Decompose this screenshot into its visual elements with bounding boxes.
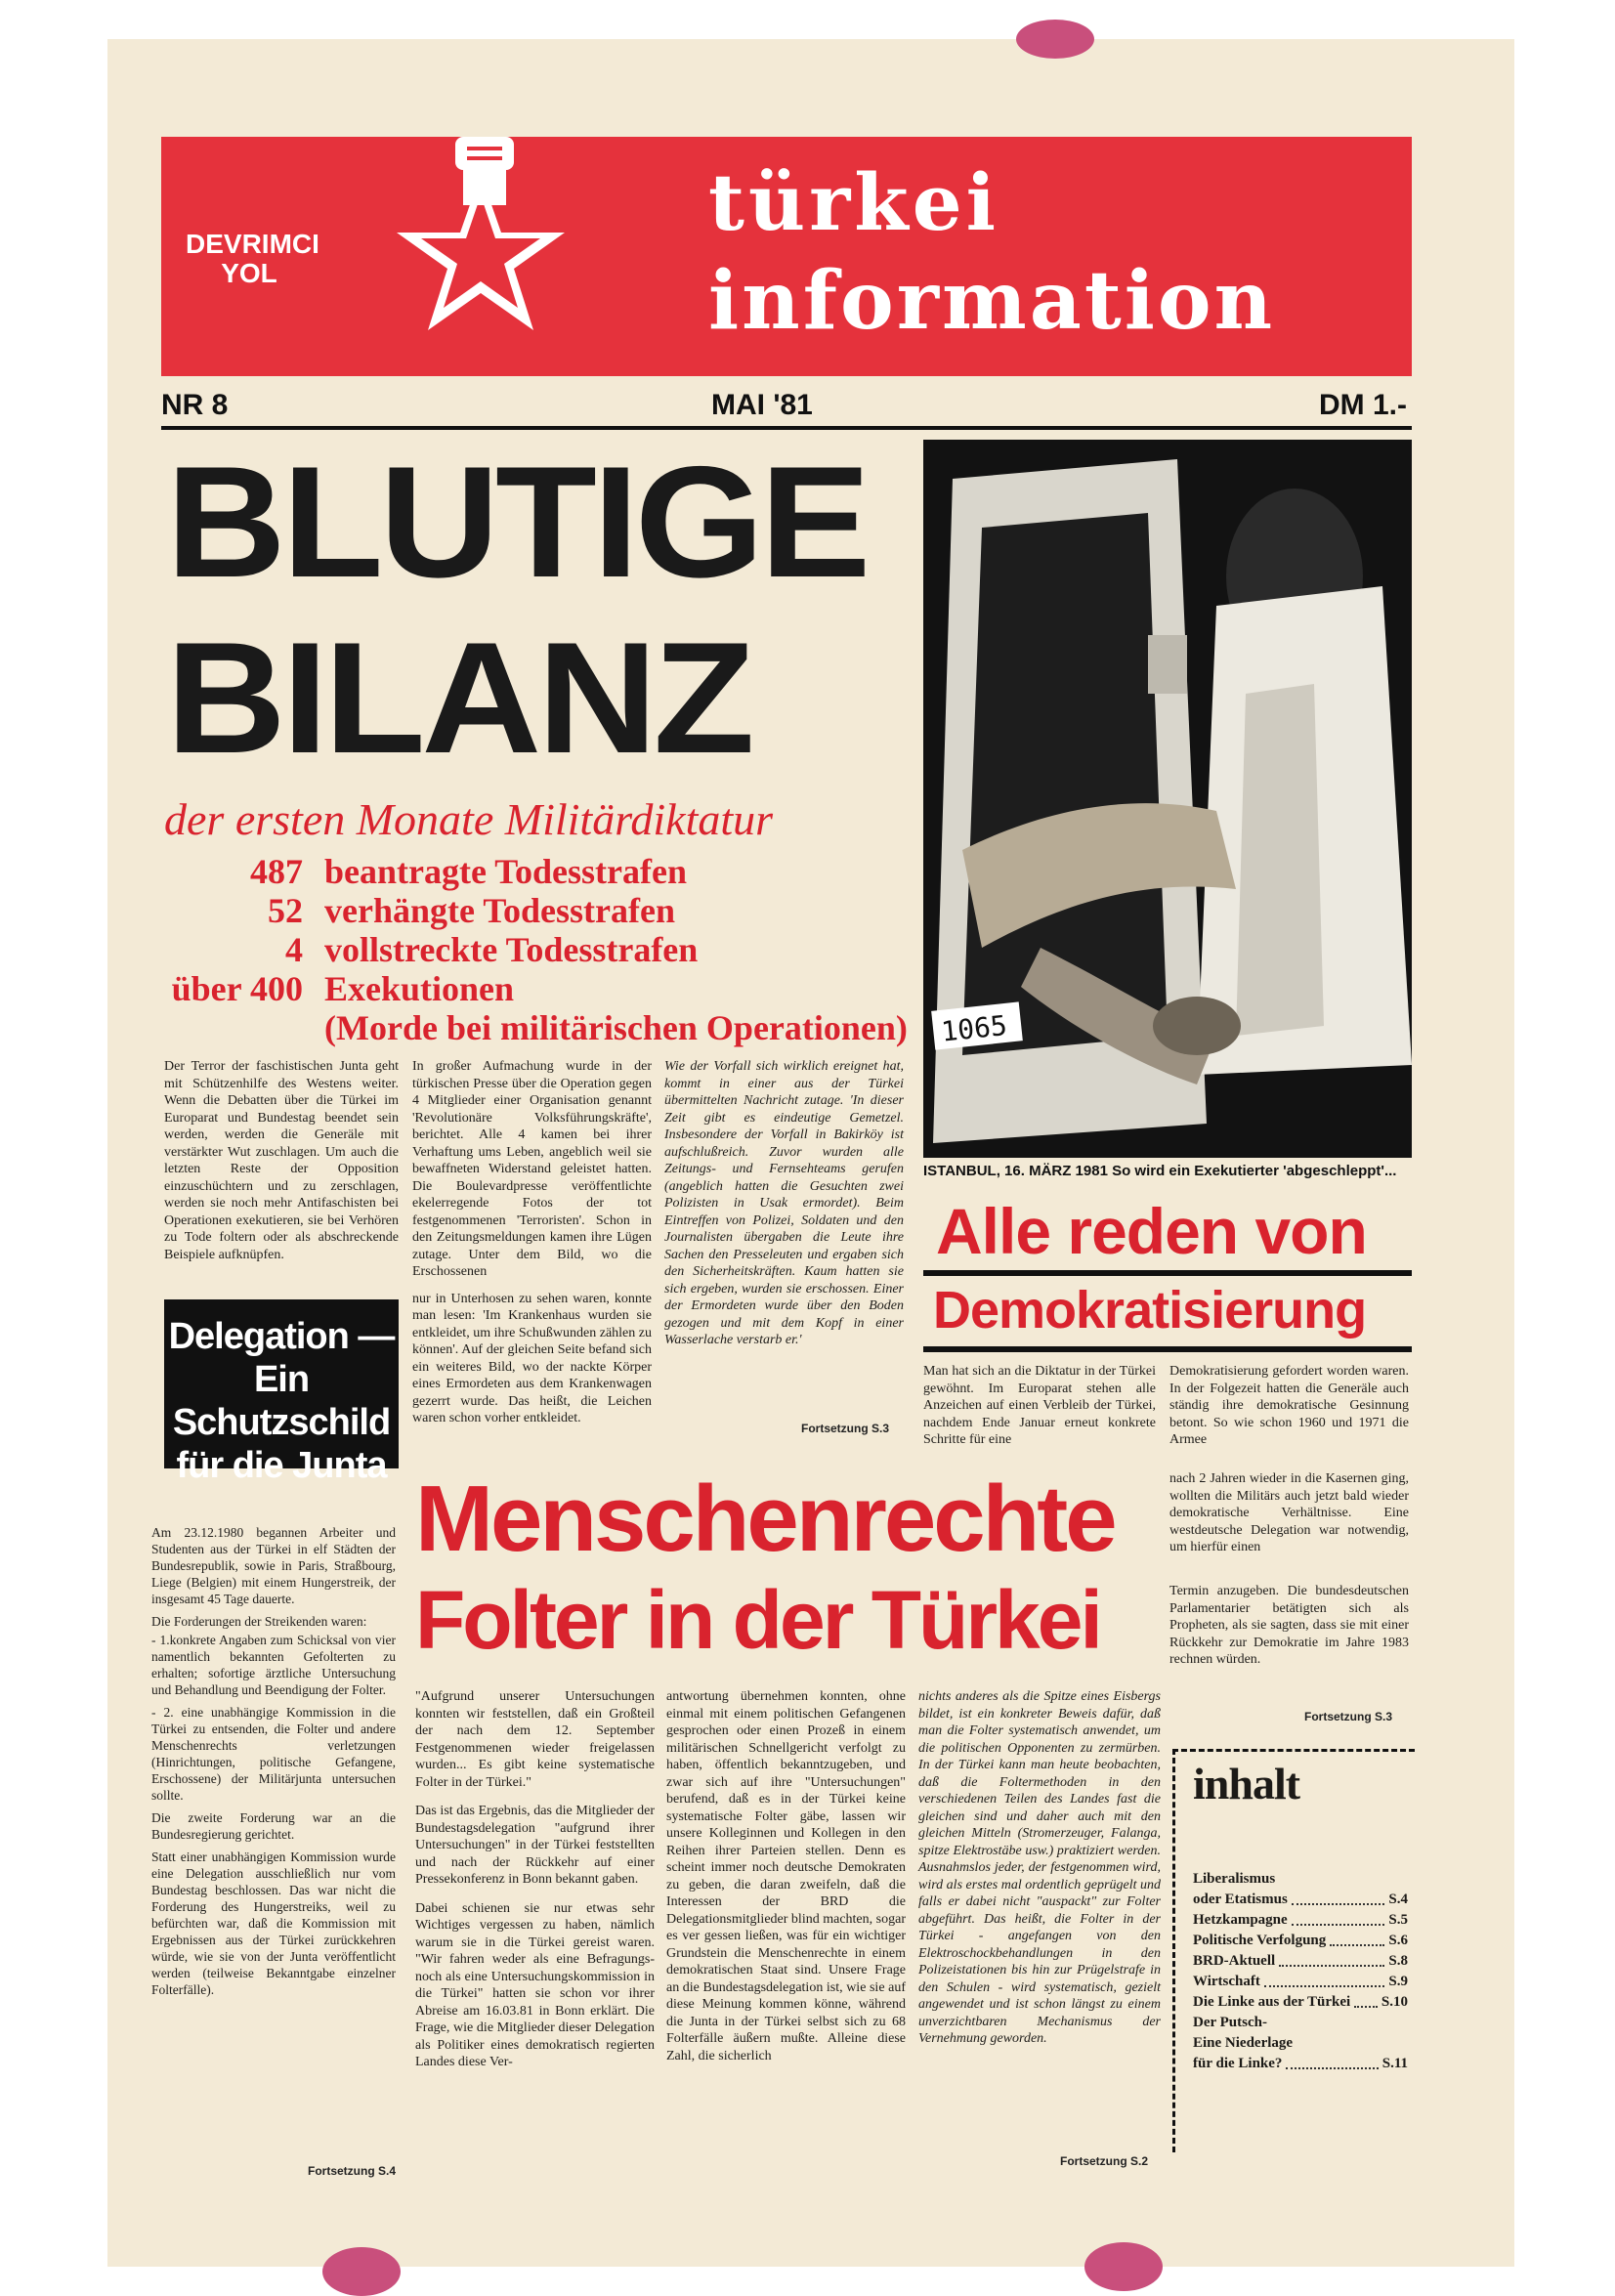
logo-text-line2: YOL: [221, 258, 277, 288]
toc-dots: [1292, 1910, 1385, 1926]
toc-item[interactable]: [1193, 1972, 1408, 1992]
lead-subheadline: der ersten Monate Militärdiktatur: [164, 794, 774, 844]
photo-caption: ISTANBUL, 16. MÄRZ 1981 So wird ein Exekutierter 'abgeschleppt'...: [923, 1163, 1397, 1179]
human-rights-continued: Fortsetzung S.2: [1060, 2154, 1149, 2168]
toc-item[interactable]: [1193, 1890, 1408, 1910]
delegation-box: [164, 1299, 399, 1486]
toc-item[interactable]: [1193, 1869, 1408, 1890]
democracy-rule-1: [923, 1270, 1412, 1276]
toc-dots: [1330, 1931, 1384, 1946]
stat-label: verhängte Todesstrafen: [324, 891, 675, 930]
delegation-continued: Fortsetzung S.4: [308, 2164, 397, 2178]
human-rights-col1b-text: Das ist das Ergebnis, das die Mitglieder der Bundestagsdelegation "aufgrund ihrer Untersuchungen" in der Türkei feststellten und nach der Rückkehr auf einer Pressekonferenz in Bonn bekannt gaben.: [415, 1804, 655, 1887]
photo-plate-text: 1065: [939, 1008, 1009, 1048]
delegation-p2: Die Forderungen der Streikenden waren:: [151, 1614, 367, 1629]
lead-col2b-text: nur in Unterhosen zu sehen waren, konnte man lesen: 'Im Krankenhaus wurden sie entkleidet, um ihre Schußwunden zählen zu können'. Auf der gleichen Seite befand sich ein weiteres Bild, wo der nackte Körper eines Ermordeten aus dem Krankenwagen gezerrt wurde. Das heißt, die Leichen waren schon vorher entkleidet.: [412, 1291, 652, 1425]
logo-text: [186, 229, 319, 288]
human-rights-headline-line2: Folter in der Türkei: [415, 1574, 1100, 1666]
lead-col3-text: Wie der Vorfall sich wirklich ereignet hat, kommt in einer aus der Türkei übermittelten Nachricht zutage. 'In dieser Zeit gibt es eindeutige Gemetzel. Insbesondere der Vorfall in Bakirköy ist aufschlußreich. Zuvor wurden alle Zeitungs- und Fernsehteams gerufen (angeblich hatten die Gesuchten zwei Polizisten in Usak ermordet). Beim Eintreffen von Polizei, Soldaten und den Journalisten übergaben die Leute ihre Sachen den Presseleuten und ergaben sich den Sicherheitskräften. Kaum hatten sie sich ergeben, wurden sie erschossen. Einer der Ermordeten wurde über den Boden gezogen und mit dem Kopf in einer Wasserlache verstarb er.': [664, 1059, 904, 1347]
masthead-title-line2: information: [708, 254, 1276, 348]
toc-item[interactable]: [1193, 1931, 1408, 1951]
stat-label: vollstreckte Todesstrafen: [324, 930, 699, 969]
toc-box: [1172, 1749, 1415, 2152]
toc-item-label: Eine Niederlage: [1193, 2035, 1294, 2051]
delegation-p1: Am 23.12.1980 begannen Arbeiter und Studenten aus der Türkei in elf Städten der Bundesrepublik, sowie in Paris, Straßbourg, Liege (Belgien) mit einem Hungerstreik, der insgesamt 45 Tage dauerte.: [151, 1525, 396, 1606]
toc-dots: [1286, 2054, 1378, 2069]
human-rights-col3-text: nichts anderes als die Spitze eines Eisbergs bildet, ist ein konkreter Beweis dafür, daß man die Folter systematisch anwendet, um die politischen Opponenten zu zermürben. In der Türkei kann man heute beobachten, daß die Foltermethoden in den verschiedenen Teilen des Landes fast die gleichen sind und daher auch mit den gleichen Mitteln (Stromerzeuger, Falanga, spitze Elektrostäbe usw.) praktiziert werden. Ausnahmslos jeder, der festgenommen wird, wird als erstes mal ordentlich geprügelt und falls er dabei nicht "auspackt" zur Folter abgeführt. Das heißt, die Folter in der Türkei - angefangen von den Elektroschockbehandlungen in den Polizeistationen bis hin zur Prügelstrafe in den Schulen - wird systematisch, gezielt angewendet und ist schon längst zu einem unverzichtbaren Mechanismus der Vernehmung geworden.: [918, 1689, 1161, 2046]
stat-number: 52: [268, 891, 303, 930]
democracy-col2a-text: Demokratisierung gefordert worden waren. In der Folgezeit hatten die Generäle auch ständig ihre demokratische Gesinnung betont. So wie schon 1960 und 1971 die Armee: [1169, 1364, 1409, 1447]
issue-price: DM 1.-: [1319, 389, 1407, 421]
toc-item[interactable]: [1193, 1910, 1408, 1931]
lead-col2a-text: In großer Aufmachung wurde in der türkischen Presse über die Operation gegen 4 Mitglieder einer Organisation genannt 'Revolutionäre Volksführungskräfte', berichtet. Alle 4 kamen bei ihrer Verhaftung ums Leben, angeblich weil sie bewaffneten Widerstand geleistet hatten. Die Boulevardpresse veröffentlichte ekelerregende Fotos der tot festgenommenen 'Terroristen'. Schon in den Zeitungsmeldungen kamen ihre Lügen zutage. Unter dem Bild, wo die Erschossenen: [412, 1059, 652, 1279]
toc-dots: [1354, 1992, 1378, 2008]
stat-row: [156, 852, 909, 891]
democracy-col1-text: Man hat sich an die Diktatur in der Türkei gewöhnt. Im Europarat stehen alle Anzeichen auf einen Verbleib der Türkei, nachdem Ende Januar erneut konkrete Schritte für eine: [923, 1364, 1156, 1447]
finger-bottom-right: [1084, 2242, 1163, 2291]
democracy-headline-line2: Demokratisierung: [933, 1281, 1367, 1339]
issue-number: NR 8: [161, 389, 229, 421]
toc-title: inhalt: [1193, 1759, 1300, 1808]
lead-headline-line2: BILANZ: [166, 610, 751, 787]
human-rights-column-3: [918, 1688, 1161, 2054]
democracy-column-1: [923, 1363, 1156, 1455]
toc-item[interactable]: [1193, 1951, 1408, 1972]
toc-item-label: BRD-Aktuell: [1193, 1953, 1276, 1969]
stat-number: 487: [250, 852, 303, 891]
human-rights-headline-line1: Menschenrechte: [415, 1467, 1115, 1571]
stat-row: [156, 891, 909, 930]
stat-label: beantragte Todesstrafen: [324, 852, 687, 891]
toc-item-label: Der Putsch-: [1193, 2015, 1267, 2030]
democracy-headline-line1: Alle reden von: [936, 1195, 1367, 1267]
lead-continued: Fortsetzung S.3: [801, 1422, 890, 1435]
delegation-p3: - 1.konkrete Angaben zum Schicksal von vier namentlich bekannten Gefolterten zu erhalten; sofortige ärztliche Untersuchung und Behandlung und Beendigung der Folter.: [151, 1633, 396, 1697]
democracy-rule-2: [923, 1346, 1412, 1352]
issue-date: MAI '81: [711, 389, 813, 421]
lead-headline-line1: BLUTIGE: [166, 434, 868, 611]
toc-item-page: S.5: [1388, 1912, 1408, 1928]
lead-photo: [923, 440, 1412, 1158]
finger-bottom-left: [322, 2247, 401, 2296]
lead-col1-text: Der Terror der faschistischen Junta geht mit Schützenhilfe des Westens weiter. Wenn die Debatten über die Türkei im Europarat und Bundestag beendet sein werden, werden die Generäle mit verstärkter Wut zuschlagen. Um auch die letzten Reste der Opposition einzuschüchtern und zu zerschlagen, werden sie noch mehr Antifaschisten bei Operationen exekutieren, sie bei Verhören zu Tode foltern oder als abschreckende Beispiele aufknüpfen.: [164, 1059, 399, 1262]
finger-top: [1016, 20, 1094, 59]
toc-item-page: S.8: [1388, 1953, 1408, 1969]
toc-item[interactable]: [1193, 1992, 1408, 2013]
logo-text-line1: DEVRIMCI: [186, 229, 319, 259]
toc-item-label: oder Etatismus: [1193, 1892, 1288, 1907]
toc-item[interactable]: [1193, 2033, 1408, 2054]
delegation-box-line3: für die Junta: [176, 1445, 387, 1486]
delegation-box-line2: Ein Schutzschild: [172, 1359, 391, 1443]
toc-item-label: Wirtschaft: [1193, 1974, 1260, 1989]
toc-item[interactable]: [1193, 2013, 1408, 2033]
delegation-p4: - 2. eine unabhängige Kommission in die Türkei zu entsenden, die Folter und andere Menschenrechts verletzungen (Hinrichtungen, politische Gefangene, Erschossene) der Militärjunta untersuchen sollte.: [151, 1705, 396, 1803]
toc-item-label: für die Linke?: [1193, 2056, 1283, 2071]
democracy-continued: Fortsetzung S.3: [1304, 1710, 1393, 1723]
toc-item-label: Politische Verfolgung: [1193, 1933, 1327, 1948]
democracy-column-2c: [1169, 1583, 1409, 1675]
human-rights-column-2: [666, 1688, 906, 2070]
masthead-banner: [161, 137, 1412, 376]
masthead-rule: [161, 426, 1412, 430]
stat-label: Exekutionen: [324, 969, 515, 1008]
human-rights-col1a-text: "Aufgrund unserer Untersuchungen konnten wir feststellen, daß ein Großteil der nach dem 12. September Festgenommenen wieder freigelassen wurden... Es gibt keine systematische Folter in der Türkei.": [415, 1689, 655, 1790]
stats-list: [156, 852, 909, 1047]
lead-column-1: [164, 1058, 399, 1269]
democracy-col2b-text: nach 2 Jahren wieder in die Kasernen ging, wollten die Militärs auch jetzt bald wieder demokratische Verhältnisse. Eine westdeutsche Delegation war notwendig, um hierfür einen: [1169, 1471, 1409, 1554]
democracy-column-2b: [1169, 1470, 1409, 1562]
stat-row: [156, 930, 909, 969]
delegation-column: [151, 1524, 396, 2004]
stat-row: [156, 969, 909, 1008]
toc-item[interactable]: [1193, 2054, 1408, 2074]
lead-column-3: [664, 1058, 904, 1355]
toc-item-page: S.10: [1381, 1994, 1408, 2010]
human-rights-col1c-text: Dabei schienen sie nur etwas sehr Wichtiges vergessen zu haben, nämlich warum sie in die Türkei gereist waren. "Wir fahren weder als eine Befragungs- noch als eine Untersuchungskommission in die Türkei" hatten sie schon vor ihrer Abreise am 16.03.81 in Bonn erklärt. Die Frage, wie die Mitglieder dieser Delegation als Politiker eines demokratisch regierten Landes diese Ver-: [415, 1900, 655, 2069]
stats-note: (Morde bei militärischen Operationen): [324, 1008, 908, 1047]
toc-item-page: S.4: [1388, 1892, 1408, 1907]
human-rights-column-1: [415, 1688, 655, 2077]
delegation-p5: Die zweite Forderung war an die Bundesregierung gerichtet.: [151, 1810, 396, 1842]
stat-number: 4: [285, 930, 303, 969]
toc-list: [1193, 1869, 1408, 2074]
toc-dots: [1292, 1890, 1385, 1905]
democracy-col2c-text: Termin anzugeben. Die bundesdeutschen Parlamentarier betätigten sich als Propheten, als sie sagten, dass sie mit einer Rückkehr zur Demokratie im Jahre 1983 rechnen würden.: [1169, 1584, 1409, 1667]
toc-item-page: S.6: [1388, 1933, 1408, 1948]
toc-item-page: S.9: [1388, 1974, 1408, 1989]
democracy-column-2: [1169, 1363, 1409, 1455]
toc-item-page: S.11: [1381, 2056, 1408, 2071]
photo-scene: [923, 440, 1412, 1158]
toc-dots: [1279, 1951, 1384, 1967]
delegation-p6: Statt einer unabhängigen Kommission wurde eine Delegation ausschließlich nur vom Bundestag beschlossen. Das war nicht die Forderung des Hungerstreiks, weil zu befürchten war, daß die Kommission mit Ergebnissen aus der Türkei zurückkehren würde, wie sie von der Junta veröffentlicht werden (teilweise Bekanntgabe einzelner Folterfälle).: [151, 1850, 396, 1997]
toc-item-label: Liberalismus: [1193, 1871, 1276, 1887]
toc-dots: [1264, 1972, 1385, 1987]
lead-column-2: [412, 1058, 652, 1433]
delegation-box-line1: Delegation —: [168, 1316, 395, 1357]
toc-item-label: Hetzkampagne: [1193, 1912, 1288, 1928]
toc-item-label: Die Linke aus der Türkei: [1193, 1994, 1351, 2010]
human-rights-col2-text: antwortung übernehmen konnten, ohne einmal mit einem politischen Gefangenen gesprochen oder einen Prozeß in einem militärischen Schnellgericht verfolgt zu haben, öffentlich bekanntzugeben, und zwar sich auf ihre "Untersuchungen" berufend, daß es in der Türkei keine systematische Folter gäbe, lassen wir unsere Kolleginnen und Kollegen in den Reihen ihrer Parteien stellen. Denn es scheint immer noch deutsche Demokraten zu geben, die daran zweifeln, daß die Interessen der BRD die Delegationsmitglieder blind machten, sogar es ver gessen ließen, was für ein wichtiger Grundstein die Menschenrechte in einem demokratischen Staat sind. Unsere Frage an die Bundestagsdelegation ist, wie sie auf diese Meinung kommen könne, während die Junta in der Türkei selbst sich zu 68 Folterfälle äußern mußte. Alleine diese Zahl, die sicherlich: [666, 1689, 906, 2063]
star-fist-logo-icon: [361, 137, 601, 376]
stat-number: über 400: [171, 969, 303, 1008]
masthead-title-line1: türkei: [708, 156, 999, 248]
